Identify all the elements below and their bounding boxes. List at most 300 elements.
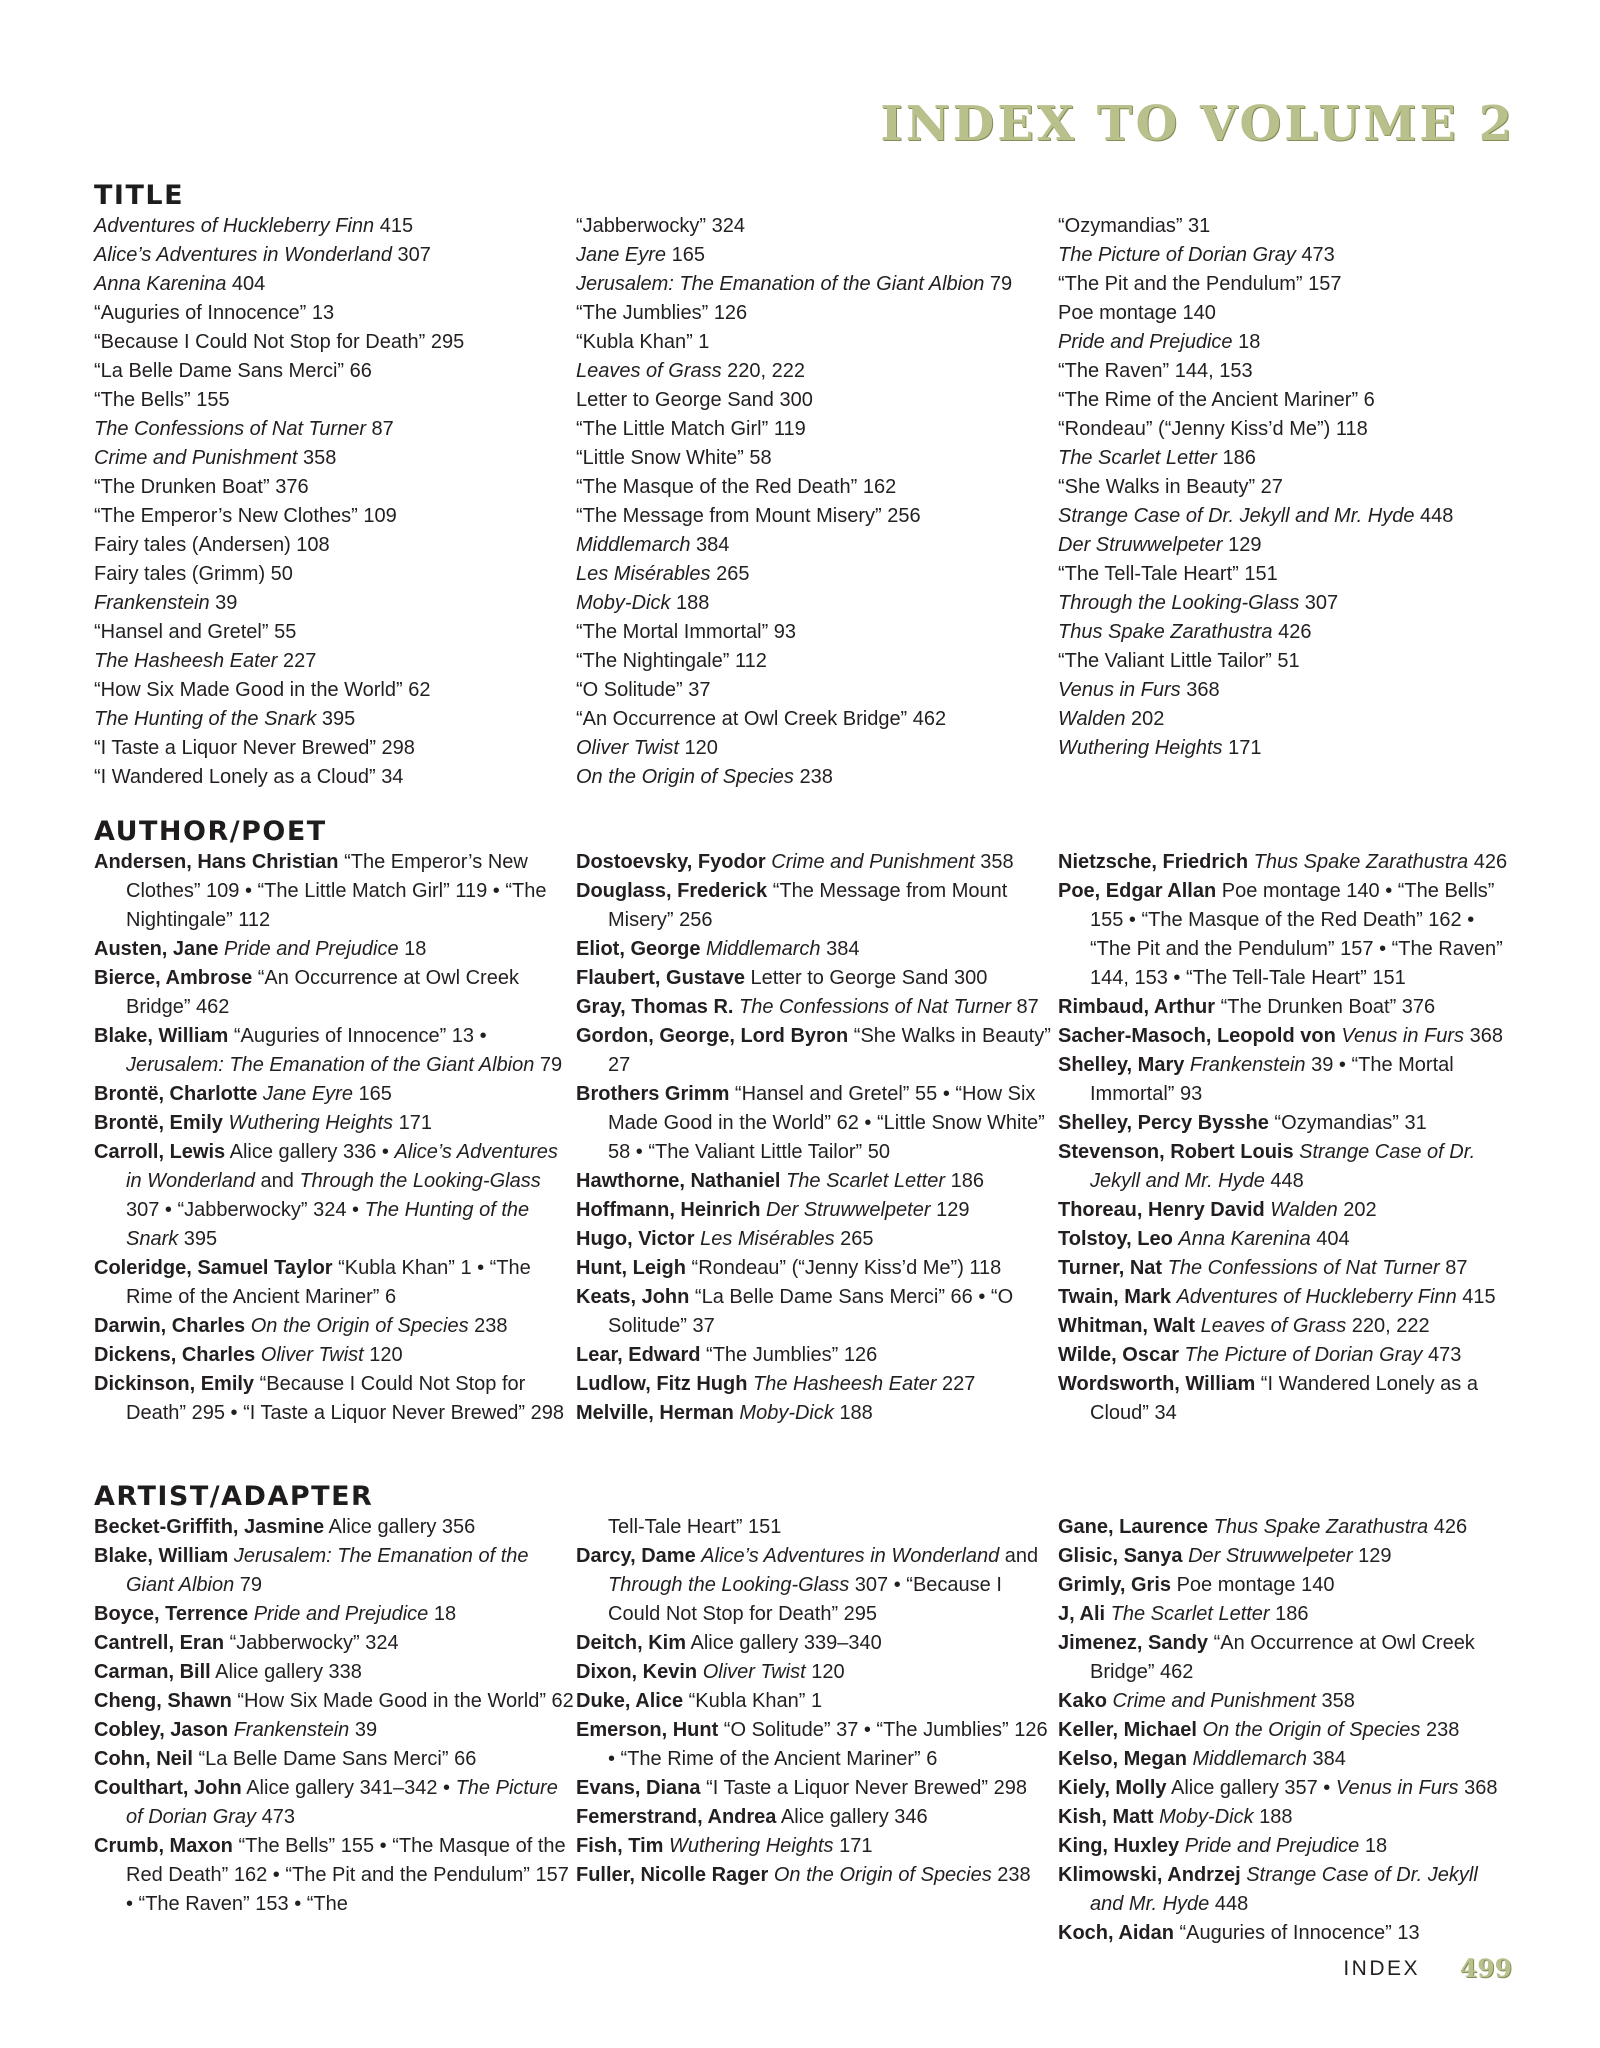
entry-text: Fairy tales (Andersen) 108 [94,534,330,556]
entry-text: 426 [1468,851,1508,873]
entry-work-title: Thus Spake Zarathustra [1213,1516,1429,1538]
entry-name: Hugo, Victor [576,1228,695,1250]
entry-text: “Auguries of Innocence” 13 [94,302,335,324]
entry-text: 87 [1439,1257,1468,1279]
entry-text: “The Tell-Tale Heart” 151 [1058,563,1278,585]
entry-name: Grimly, Gris [1058,1574,1172,1596]
entry-text: 202 [1125,708,1165,730]
index-entry [576,935,1058,964]
entry-name: Rimbaud, Arthur [1058,996,1216,1018]
index-entry [1058,734,1514,763]
entry-name: Cantrell, Eran [94,1632,225,1654]
index-column [576,212,1058,792]
index-entry [1058,328,1514,357]
index-entry [94,1109,576,1138]
entry-work-title: Pride and Prejudice [253,1603,429,1625]
entry-work-title: Thus Spake Zarathustra [1058,621,1273,643]
entry-text: 202 [1337,1199,1377,1221]
index-entry [1058,676,1514,705]
entry-text: 220, 222 [721,360,806,382]
index-entry [576,241,1058,270]
entry-work-title: Through the Looking-Glass [608,1574,850,1596]
entry-text: 384 [690,534,730,556]
entry-text: “Ozymandias” 31 [1268,1112,1427,1134]
index-entry [1058,1803,1514,1832]
entry-name: Crumb, Maxon [94,1835,233,1857]
section-heading: ARTIST/ADAPTER [94,1481,374,1512]
entry-work-title: Jerusalem: The Emanation of the Giant Albion [126,1545,529,1596]
entry-work-title: Walden [1270,1199,1338,1221]
entry-text: “The Rime of the Ancient Mariner” 6 [1058,389,1375,411]
entry-text: Tell-Tale Heart” 151 [608,1516,782,1538]
index-entry [576,328,1058,357]
index-entry [94,1513,576,1542]
index-entry [1058,1745,1514,1774]
index-entry [576,763,1058,792]
entry-work-title: Crime and Punishment [1112,1690,1316,1712]
index-entry [576,531,1058,560]
entry-work-title: Les Misérables [576,563,711,585]
entry-text: 18 [398,938,427,960]
index-entry [1058,1051,1514,1109]
entry-work-title: Crime and Punishment [94,447,298,469]
entry-text: 18 [1232,331,1261,353]
entry-work-title: Wuthering Heights [1058,737,1223,759]
index-entry [94,1341,576,1370]
entry-text: 39 • “The Mortal Immortal” 93 [1090,1054,1454,1105]
entry-text: “An Occurrence at Owl Creek Bridge” 462 [576,708,947,730]
entry-text: and [254,1170,300,1192]
entry-work-title: The Hasheesh Eater [753,1373,937,1395]
entry-text: “Auguries of Innocence” 13 • [228,1025,487,1047]
entry-text: “The Emperor’s New Clothes” 109 [94,505,397,527]
index-entry [94,1745,576,1774]
entry-work-title: The Hunting of the Snark [94,708,317,730]
index-entry [576,444,1058,473]
entry-text: “The Message from Mount Misery” 256 [608,880,1008,931]
index-entry [94,386,576,415]
entry-work-title: Pride and Prejudice [1184,1835,1360,1857]
entry-text: Poe montage 140 • “The Bells” 155 • “The Masque of the Red Death” 162 • “The Pit and the Pendulum” 157 • “The Raven” 144, 153 • “The Tell-Tale Heart” 151 [1090,880,1503,989]
index-entry [94,1687,576,1716]
entry-text: 79 [534,1054,563,1076]
entry-work-title: Der Struwwelpeter [766,1199,931,1221]
index-entry [94,1138,576,1254]
index-column [94,212,576,792]
index-entry [1058,444,1514,473]
entry-text: “I Taste a Liquor Never Brewed” 298 [94,737,415,759]
entry-text: “How Six Made Good in the World” 62 [231,1690,574,1712]
entry-text: 120 [363,1344,403,1366]
entry-text: “Kubla Khan” 1 • “The Rime of the Ancient Mariner” 6 [126,1257,531,1308]
entry-text: Alice gallery 339–340 [686,1632,882,1654]
entry-name: Dickens, Charles [94,1344,256,1366]
entry-text: “The Valiant Little Tailor” 51 [1058,650,1300,672]
entry-text: “La Belle Dame Sans Merci” 66 • “O Solitude” 37 [608,1286,1014,1337]
entry-text: “The Jumblies” 126 [576,302,748,324]
index-entry [94,676,576,705]
entry-text: 358 [1315,1690,1355,1712]
entry-text: 18 [428,1603,457,1625]
index-entry [1058,473,1514,502]
entry-work-title: Wuthering Heights [228,1112,394,1134]
entry-text: Alice gallery 356 [324,1516,476,1538]
index-entry [576,589,1058,618]
entry-text: 384 [1306,1748,1346,1770]
entry-work-title: Jane Eyre [576,244,667,266]
entry-work-title: Venus in Furs [1058,679,1181,701]
entry-text: 404 [226,273,266,295]
entry-work-title: Walden [1058,708,1126,730]
index-entry [1058,589,1514,618]
entry-text: 171 [393,1112,432,1134]
entry-work-title: Middlemarch [576,534,691,556]
entry-text: “Rondeau” (“Jenny Kiss’d Me”) 118 [1058,418,1368,440]
entry-text: 415 [1456,1286,1496,1308]
index-entry [94,531,576,560]
index-entry [576,1283,1058,1341]
entry-text: “O Solitude” 37 • “The Jumblies” 126 • “The Rime of the Ancient Mariner” 6 [608,1719,1048,1770]
index-entry [94,589,576,618]
entry-name: Cobley, Jason [94,1719,229,1741]
entry-text: 79 [984,273,1013,295]
entry-text: “O Solitude” 37 [576,679,711,701]
entry-text: 368 [1458,1777,1498,1799]
index-entry [1058,1283,1514,1312]
entry-text: “I Wandered Lonely as a Cloud” 34 [94,766,404,788]
entry-text: 188 [1253,1806,1293,1828]
index-entry [576,1225,1058,1254]
entry-text: Letter to George Sand 300 [744,967,988,989]
entry-text: 448 [1264,1170,1304,1192]
entry-text: 307 • “Jabberwocky” 324 • [126,1199,365,1221]
entry-work-title: Adventures of Huckleberry Finn [1176,1286,1457,1308]
entry-text: “Because I Could Not Stop for Death” 295 [94,331,465,353]
entry-work-title: Crime and Punishment [771,851,975,873]
index-entry [1058,1341,1514,1370]
index-entry [576,1687,1058,1716]
index-entry [576,993,1058,1022]
entry-text: 165 [352,1083,392,1105]
entry-work-title: Anna Karenina [94,273,227,295]
index-entry [1058,705,1514,734]
entry-text: 129 [930,1199,970,1221]
entry-text: 448 [1209,1893,1249,1915]
entry-name: Keller, Michael [1058,1719,1197,1741]
entry-text: 18 [1359,1835,1388,1857]
entry-name: Becket-Griffith, Jasmine [94,1516,325,1538]
entry-text: 368 [1180,679,1220,701]
index-entry [576,357,1058,386]
entry-name: Hoffmann, Heinrich [576,1199,761,1221]
index-entry [1058,848,1514,877]
entry-text: 426 [1428,1516,1468,1538]
index-entry [94,357,576,386]
entry-text: 120 [805,1661,845,1683]
entry-text: 238 [793,766,833,788]
index-column [94,848,576,1428]
entry-text: 307 [1299,592,1339,614]
index-entry [576,1370,1058,1399]
entry-work-title: Middlemarch [706,938,821,960]
index-entry [94,560,576,589]
entry-text: “The Masque of the Red Death” 162 [576,476,897,498]
index-entry [1058,1022,1514,1051]
index-column [1058,1513,1514,1948]
entry-name: Dixon, Kevin [576,1661,698,1683]
entry-work-title: On the Origin of Species [773,1864,992,1886]
index-entry [576,1513,1058,1542]
entry-text: 220, 222 [1346,1315,1430,1337]
entry-work-title: Oliver Twist [702,1661,806,1683]
entry-text: “An Occurrence at Owl Creek Bridge” 462 [126,967,519,1018]
entry-text: 186 [945,1170,984,1192]
index-entry [1058,1716,1514,1745]
entry-work-title: Anna Karenina [1178,1228,1311,1250]
entry-name: Duke, Alice [576,1690,684,1712]
entry-work-title: Moby-Dick [1159,1806,1254,1828]
entry-text: “The Raven” 144, 153 [1058,360,1253,382]
entry-work-title: Through the Looking-Glass [1058,592,1300,614]
index-entry [94,502,576,531]
section-heading: AUTHOR/POET [94,816,327,847]
entry-work-title: Moby-Dick [576,592,671,614]
entry-name: Cheng, Shawn [94,1690,232,1712]
entry-work-title: Strange Case of Dr. Jekyll and Mr. Hyde [1090,1141,1476,1192]
index-entry [1058,531,1514,560]
entry-work-title: Leaves of Grass [576,360,722,382]
entry-text: 265 [710,563,750,585]
entry-name: Kish, Matt [1058,1806,1154,1828]
entry-name: Cohn, Neil [94,1748,193,1770]
entry-name: Nietzsche, Friedrich [1058,851,1249,873]
section-artist-adapter [94,1481,1514,1948]
entry-text: Alice gallery 336 • [225,1141,395,1163]
index-entry [94,1600,576,1629]
entry-text: “Auguries of Innocence” 13 [1173,1922,1420,1944]
entry-text: 238 [468,1315,508,1337]
index-entry [1058,270,1514,299]
entry-work-title: Thus Spake Zarathustra [1253,851,1469,873]
entry-text: Letter to George Sand 300 [576,389,813,411]
index-entry [94,935,576,964]
index-entry [576,502,1058,531]
entry-name: Coulthart, John [94,1777,242,1799]
entry-name: Fish, Tim [576,1835,664,1857]
index-entry [1058,386,1514,415]
entry-work-title: Venus in Furs [1341,1025,1465,1047]
entry-name: Tolstoy, Leo [1058,1228,1173,1250]
entry-work-title: Pride and Prejudice [1058,331,1233,353]
entry-name: Eliot, George [576,938,701,960]
index-entry [576,1832,1058,1861]
entry-name: Glisic, Sanya [1058,1545,1183,1567]
entry-text: 265 [834,1228,874,1250]
index-entry [94,444,576,473]
entry-text: “She Walks in Beauty” 27 [608,1025,1051,1076]
index-entry [576,473,1058,502]
entry-work-title: The Confessions of Nat Turner [94,418,366,440]
index-entry [1058,618,1514,647]
index-entry [576,1803,1058,1832]
index-entry [94,848,576,935]
entry-work-title: Alice’s Adventures in Wonderland [126,1141,558,1192]
entry-text: “I Taste a Liquor Never Brewed” 298 [700,1777,1027,1799]
entry-name: Emerson, Hunt [576,1719,719,1741]
index-entry [1058,212,1514,241]
entry-name: Hawthorne, Nathaniel [576,1170,781,1192]
index-entry [576,964,1058,993]
index-entry [1058,1370,1514,1428]
entry-text: “La Belle Dame Sans Merci” 66 [192,1748,477,1770]
entry-name: Brontë, Charlotte [94,1083,258,1105]
entry-name: Carman, Bill [94,1661,211,1683]
entry-text: “Because I Could Not Stop for Death” 295 • “I Taste a Liquor Never Brewed” 298 [126,1373,564,1424]
entry-text: 39 [209,592,238,614]
entry-text: 395 [316,708,356,730]
entry-text: “The Drunken Boat” 376 [94,476,309,498]
index-entry [576,560,1058,589]
entry-name: Gane, Laurence [1058,1516,1209,1538]
index-entry [1058,1312,1514,1341]
index-entry [576,705,1058,734]
entry-work-title: The Picture of Dorian Gray [1184,1344,1423,1366]
entry-work-title: The Picture of Dorian Gray [126,1777,558,1828]
index-entry [1058,993,1514,1022]
index-entry [94,1312,576,1341]
index-entry [576,647,1058,676]
index-entry [576,1022,1058,1080]
entry-work-title: Through the Looking-Glass [299,1170,541,1192]
entry-text: “I Wandered Lonely as a Cloud” 34 [1090,1373,1478,1424]
index-entry [576,1542,1058,1629]
entry-text: 395 [178,1228,218,1250]
entry-text: 384 [820,938,860,960]
entry-text: “Hansel and Gretel” 55 [94,621,297,643]
entry-name: Brontë, Emily [94,1112,223,1134]
entry-text: “How Six Made Good in the World” 62 [94,679,431,701]
index-column [1058,848,1514,1428]
entry-text: 415 [374,215,414,237]
entry-work-title: The Confessions of Nat Turner [1167,1257,1440,1279]
entry-text: “Rondeau” (“Jenny Kiss’d Me”) 118 [685,1257,1002,1279]
index-entry [576,1774,1058,1803]
entry-name: Turner, Nat [1058,1257,1163,1279]
index-entry [576,386,1058,415]
index-entry [1058,1513,1514,1542]
index-entry [1058,1687,1514,1716]
index-entry [94,299,576,328]
entry-text: “Jabberwocky” 324 [576,215,745,237]
entry-text: 368 [1464,1025,1503,1047]
index-entry [94,1716,576,1745]
index-entry [576,1399,1058,1428]
entry-text: 188 [833,1402,873,1424]
entry-text: 39 [349,1719,378,1741]
index-entry [576,299,1058,328]
entry-text: 186 [1269,1603,1309,1625]
index-entry [576,1196,1058,1225]
entry-work-title: The Hasheesh Eater [94,650,278,672]
index-entry [1058,560,1514,589]
entry-work-title: Oliver Twist [576,737,679,759]
entry-text: Fairy tales (Grimm) 50 [94,563,293,585]
entry-name: King, Huxley [1058,1835,1180,1857]
entry-text: “The Message from Mount Misery” 256 [576,505,921,527]
index-entry [1058,877,1514,993]
entry-name: Carroll, Lewis [94,1141,226,1163]
entry-work-title: Leaves of Grass [1200,1315,1347,1337]
entry-text: “La Belle Dame Sans Merci” 66 [94,360,372,382]
entry-work-title: Venus in Furs [1335,1777,1459,1799]
entry-text: 358 [974,851,1014,873]
index-entry [1058,1832,1514,1861]
entry-text: “Ozymandias” 31 [1058,215,1211,237]
index-entry [1058,357,1514,386]
entry-work-title: Pride and Prejudice [224,938,399,960]
entry-name: Koch, Aidan [1058,1922,1174,1944]
entry-text: 473 [256,1806,295,1828]
entry-text: 473 [1422,1344,1462,1366]
index-entry [94,1254,576,1312]
index-entry [1058,1600,1514,1629]
entry-text: 87 [365,418,394,440]
index-entry [94,1774,576,1832]
entry-name: Dickinson, Emily [94,1373,255,1395]
entry-name: Blake, William [94,1545,229,1567]
index-entry [576,848,1058,877]
index-entry [1058,415,1514,444]
index-entry [94,618,576,647]
index-entry [1058,1254,1514,1283]
entry-text: 79 [234,1574,263,1596]
entry-text: 171 [833,1835,873,1857]
entry-work-title: Jerusalem: The Emanation of the Giant Albion [126,1054,535,1076]
entry-name: Darwin, Charles [94,1315,246,1337]
entry-text: 129 [1352,1545,1392,1567]
entry-text: Alice gallery 357 • [1166,1777,1336,1799]
entry-text: 307 [391,244,431,266]
entry-name: Wordsworth, William [1058,1373,1256,1395]
entry-text: “Kubla Khan” 1 [576,331,710,353]
entry-work-title: Les Misérables [700,1228,835,1250]
entry-text: “The Bells” 155 • “The Masque of the Red Death” 162 • “The Pit and the Pendulum” 157 • “The Raven” 153 • “The [126,1835,569,1915]
entry-text: 188 [670,592,710,614]
entry-work-title: The Confessions of Nat Turner [739,996,1011,1018]
entry-text: 358 [297,447,337,469]
entry-text: 227 [936,1373,976,1395]
entry-name: Wilde, Oscar [1058,1344,1179,1366]
index-entry [576,1861,1058,1890]
index-entry [94,964,576,1022]
entry-name: Dostoevsky, Fyodor [576,851,766,873]
index-entry [94,1542,576,1600]
entry-name: Gray, Thomas R. [576,996,734,1018]
entry-work-title: The Hunting of the Snark [126,1199,530,1250]
entry-text: Alice gallery 338 [210,1661,362,1683]
entry-name: Flaubert, Gustave [576,967,745,989]
index-entry [1058,1109,1514,1138]
entry-text: “She Walks in Beauty” 27 [1058,476,1283,498]
entry-name: Ludlow, Fitz Hugh [576,1373,748,1395]
index-entry [576,270,1058,299]
index-entry [94,270,576,299]
entry-work-title: Adventures of Huckleberry Finn [94,215,375,237]
index-column [576,848,1058,1428]
entry-name: Stevenson, Robert Louis [1058,1141,1294,1163]
entry-work-title: On the Origin of Species [1202,1719,1421,1741]
entry-text: 165 [666,244,705,266]
